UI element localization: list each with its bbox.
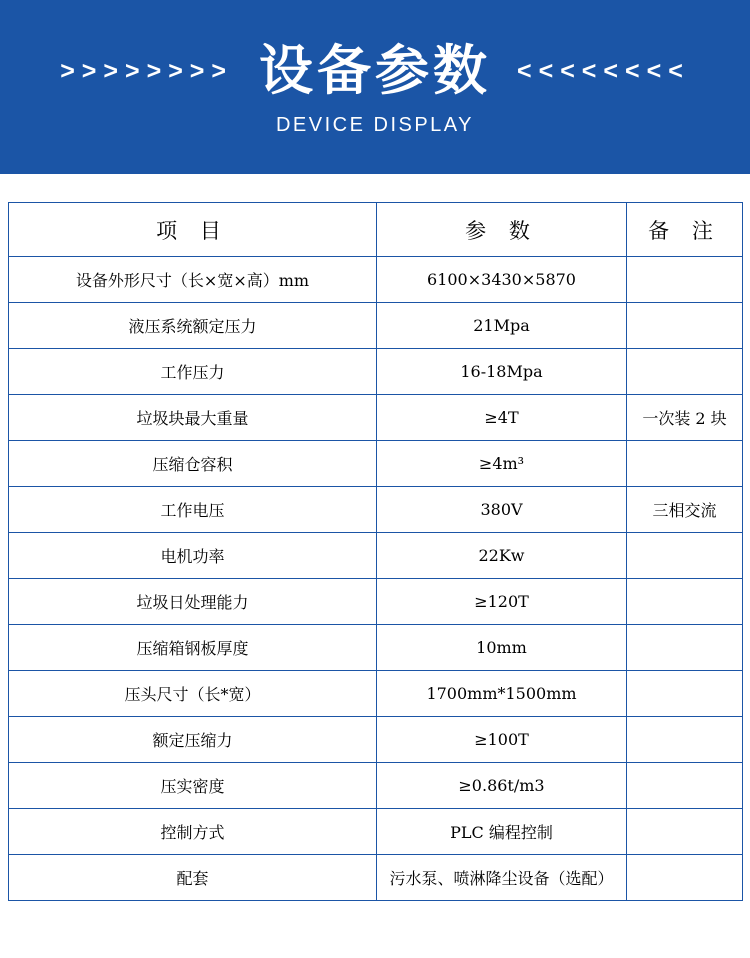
cell-parameter: 21Mpa [377, 303, 627, 349]
cell-item: 工作压力 [9, 349, 377, 395]
cell-item: 垃圾块最大重量 [9, 395, 377, 441]
cell-parameter: PLC 编程控制 [377, 809, 627, 855]
chevron-right-decoration: >>>>>>>> [60, 57, 233, 85]
chevron-left-decoration: <<<<<<<< [517, 57, 690, 85]
cell-item: 设备外形尺寸（长×宽×高）mm [9, 257, 377, 303]
cell-item: 工作电压 [9, 487, 377, 533]
cell-note [627, 533, 743, 579]
banner-title-row [0, 39, 750, 103]
cell-parameter: ≥4T [377, 395, 627, 441]
cell-note [627, 855, 743, 901]
table-row [9, 855, 743, 901]
table-row [9, 395, 743, 441]
cell-note [627, 349, 743, 395]
table-row [9, 671, 743, 717]
cell-item: 配套 [9, 855, 377, 901]
cell-parameter: 16-18Mpa [377, 349, 627, 395]
cell-item: 电机功率 [9, 533, 377, 579]
cell-note [627, 257, 743, 303]
cell-parameter: ≥100T [377, 717, 627, 763]
cell-item: 额定压缩力 [9, 717, 377, 763]
cell-parameter: 22Kw [377, 533, 627, 579]
cell-note [627, 579, 743, 625]
table-row [9, 809, 743, 855]
cell-note: 一次装 2 块 [627, 395, 743, 441]
table-row [9, 533, 743, 579]
cell-parameter: ≥0.86t/m3 [377, 763, 627, 809]
column-header-item: 项 目 [9, 203, 377, 257]
table-row [9, 717, 743, 763]
cell-note [627, 671, 743, 717]
table-row [9, 441, 743, 487]
cell-parameter: ≥4m³ [377, 441, 627, 487]
cell-parameter: 6100×3430×5870 [377, 257, 627, 303]
cell-note [627, 717, 743, 763]
table-row [9, 349, 743, 395]
table-row [9, 763, 743, 809]
cell-note [627, 625, 743, 671]
cell-item: 压缩箱钢板厚度 [9, 625, 377, 671]
cell-note [627, 763, 743, 809]
cell-note [627, 441, 743, 487]
cell-item: 垃圾日处理能力 [9, 579, 377, 625]
column-header-note: 备 注 [627, 203, 743, 257]
device-spec-table [8, 202, 743, 901]
table-row [9, 487, 743, 533]
page-subtitle: DEVICE DISPLAY [275, 113, 475, 136]
header-banner [0, 0, 750, 174]
spec-table-container [0, 174, 750, 901]
cell-parameter: ≥120T [377, 579, 627, 625]
table-row [9, 579, 743, 625]
cell-parameter: 380V [377, 487, 627, 533]
page-title: 设备参数 [259, 39, 491, 103]
table-row [9, 625, 743, 671]
table-row [9, 257, 743, 303]
cell-item: 压头尺寸（长*宽） [9, 671, 377, 717]
cell-note: 三相交流 [627, 487, 743, 533]
cell-item: 液压系统额定压力 [9, 303, 377, 349]
cell-item: 控制方式 [9, 809, 377, 855]
cell-item: 压缩仓容积 [9, 441, 377, 487]
cell-parameter: 1700mm*1500mm [377, 671, 627, 717]
table-row [9, 303, 743, 349]
cell-parameter: 污水泵、喷淋降尘设备（选配） [377, 855, 627, 901]
cell-note [627, 809, 743, 855]
cell-item: 压实密度 [9, 763, 377, 809]
table-body [9, 203, 743, 901]
cell-parameter: 10mm [377, 625, 627, 671]
column-header-parameter: 参 数 [377, 203, 627, 257]
table-header-row [9, 203, 743, 257]
cell-note [627, 303, 743, 349]
